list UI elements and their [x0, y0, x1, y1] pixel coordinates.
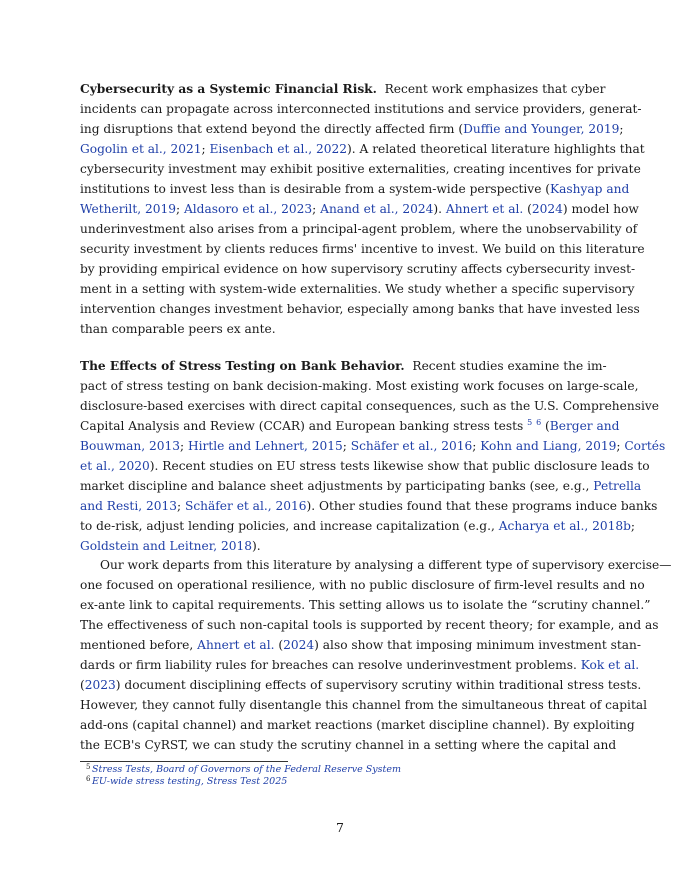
text-run: ment in a setting with system-wide externalities. We study whether a specific supervisory [80, 282, 635, 296]
text-run: Recent studies examine the im- [412, 359, 607, 373]
text-run: ex-ante link to capital requirements. This setting allows us to isolate the “scrutiny channel.” [80, 598, 651, 612]
citation-link[interactable]: et al., 2020 [80, 459, 150, 473]
text-run: by providing empirical evidence on how supervisory scrutiny affects cybersecurity invest- [80, 262, 636, 276]
text-run: The effectiveness of such non-capital tools is supported by recent theory; for example, and as [80, 618, 659, 632]
text-run: than comparable peers ex ante. [80, 322, 276, 336]
text-run: ; [616, 439, 625, 453]
text-line [80, 715, 635, 735]
text-run: ). Other studies found that these programs induce banks [306, 499, 658, 513]
text-run: pact of stress testing on bank decision-making. Most existing work focuses on large-scale, [80, 379, 639, 393]
citation-link[interactable]: Petrella [593, 479, 642, 493]
citation-link[interactable]: and Resti, 2013 [80, 499, 177, 513]
text-run: ( [80, 678, 85, 692]
text-line [80, 199, 639, 219]
citation-link[interactable]: Eisenbach et al., 2022 [209, 142, 348, 156]
section-heading: Cybersecurity as a Systemic Financial Risk. [80, 82, 377, 96]
section-heading: The Effects of Stress Testing on Bank Behavior. [80, 359, 405, 373]
text-line [80, 735, 617, 755]
text-run: ) model how [562, 202, 639, 216]
text-line [80, 139, 645, 159]
footnote-marker[interactable]: 5 [527, 418, 533, 427]
text-run: ) also show that imposing minimum investment stan- [314, 638, 642, 652]
text-line [80, 456, 650, 476]
text-line [100, 555, 672, 575]
citation-link[interactable]: Kok et al. [580, 658, 640, 672]
citation-link[interactable]: 2024 [283, 638, 315, 652]
text-line [80, 476, 642, 496]
citation-link[interactable]: Kashyap and [550, 182, 630, 196]
citation-link[interactable]: Schäfer et al., 2016 [184, 499, 307, 513]
footnote-number: 5 [86, 763, 91, 771]
text-run: ; [342, 439, 351, 453]
text-run: ). Recent studies on EU stress tests likewise show that public disclosure leads to [149, 459, 650, 473]
text-line [80, 655, 640, 675]
text-run: market discipline and balance sheet adjustments by participating banks (see, e.g., [80, 479, 594, 493]
text-line [80, 279, 635, 299]
text-line [80, 299, 640, 319]
citation-link[interactable]: Cortés [624, 439, 666, 453]
text-run: institutions to invest less than is desirable from a system-wide perspective ( [80, 182, 551, 196]
text-line [80, 319, 600, 339]
text-run: ; [312, 202, 321, 216]
text-run: Capital Analysis and Review (CCAR) and European banking stress tests [80, 419, 528, 433]
text-run: ; [472, 439, 481, 453]
text-line [80, 119, 624, 139]
citation-link[interactable]: 2023 [84, 678, 116, 692]
text-run: Our work departs from this literature by analysing a different type of supervisory exercise— [100, 558, 672, 572]
text-run: one focused on operational resilience, with no public disclosure of firm-level results and no [80, 578, 645, 592]
text-run: Recent work emphasizes that cyber [384, 82, 606, 96]
text-run: ). [433, 202, 446, 216]
text-run: intervention changes investment behavior, especially among banks that have invested less [80, 302, 640, 316]
text-line [80, 239, 645, 259]
text-run: ; [619, 122, 624, 136]
text-run: mentioned before, [80, 638, 198, 652]
text-line [80, 159, 641, 179]
text-line [80, 635, 642, 655]
text-run: security investment by clients reduces firms' incentive to invest. We build on this literature [80, 242, 645, 256]
footnote-link[interactable]: Stress Tests, Board of Governors of the Federal Reserve System [92, 764, 401, 775]
text-run: However, they cannot fully disentangle this channel from the simultaneous threat of capital [80, 698, 648, 712]
text-run: the ECB's CyRST, we can study the scrutiny channel in a setting where the capital and [80, 738, 617, 752]
page-number: 7 [336, 820, 344, 835]
text-line [80, 575, 645, 595]
footnote-5[interactable] [86, 763, 401, 776]
text-line [80, 79, 606, 99]
text-run: underinvestment also arises from a principal-agent problem, where the unobservability of [80, 222, 638, 236]
text-run: ). A related theoretical literature highlights that [347, 142, 645, 156]
text-line [80, 99, 642, 119]
text-run: ( [523, 202, 532, 216]
citation-link[interactable]: Wetherilt, 2019 [80, 202, 176, 216]
citation-link[interactable]: Hirtle and Lehnert, 2015 [188, 439, 343, 453]
text-line [80, 259, 636, 279]
text-run: disclosure-based exercises with direct capital consequences, such as the U.S. Comprehensive [80, 399, 659, 413]
text-run: ; [177, 499, 185, 513]
citation-link[interactable]: Duffie and Younger, 2019 [463, 122, 620, 136]
text-run: to de-risk, adjust lending policies, and increase capitalization (e.g., [80, 519, 499, 533]
text-line [80, 416, 620, 436]
text-run: ; [180, 439, 188, 453]
text-line [80, 396, 659, 416]
citation-link[interactable]: Bouwman, 2013 [80, 439, 181, 453]
text-line [80, 356, 607, 376]
text-line [80, 695, 648, 715]
footnote-link[interactable]: EU-wide stress testing, Stress Test 2025 [92, 776, 288, 787]
text-line [80, 615, 659, 635]
citation-link[interactable]: Berger and [549, 419, 620, 433]
text-run: ( [541, 419, 550, 433]
citation-link[interactable]: Acharya et al., 2018b [498, 519, 631, 533]
citation-link[interactable]: Schäfer et al., 2016 [350, 439, 473, 453]
footnote-marker[interactable]: 6 [536, 418, 542, 427]
text-line [80, 179, 630, 199]
text-line [80, 595, 651, 615]
citation-link[interactable]: 2024 [531, 202, 563, 216]
footnote-rule [80, 761, 288, 762]
citation-link[interactable]: Ahnert et al. [445, 202, 524, 216]
text-line [80, 376, 639, 396]
citation-link[interactable]: Gogolin et al., 2021 [80, 142, 202, 156]
citation-link[interactable]: Anand et al., 2024 [320, 202, 434, 216]
text-run: add-ons (capital channel) and market reactions (market discipline channel). By exploiting [80, 718, 635, 732]
text-run: ; [201, 142, 210, 156]
footnote-6[interactable] [86, 775, 288, 788]
text-run: ; [176, 202, 184, 216]
text-line [80, 219, 638, 239]
text-line [80, 675, 642, 695]
text-run: incidents can propagate across interconnected institutions and service providers, generat- [80, 102, 642, 116]
text-line [80, 536, 600, 556]
citation-link[interactable]: Kohn and Liang, 2019 [480, 439, 617, 453]
citation-link[interactable]: Goldstein and Leitner, 2018 [80, 539, 252, 553]
text-run: ). [251, 539, 261, 553]
text-run: cybersecurity investment may exhibit positive externalities, creating incentives for private [80, 162, 641, 176]
text-run: dards or firm liability rules for breaches can resolve underinvestment problems. [80, 658, 581, 672]
text-line [80, 436, 666, 456]
text-line [80, 496, 658, 516]
footnote-number: 6 [86, 775, 91, 783]
text-line [80, 516, 635, 536]
citation-link[interactable]: Aldasoro et al., 2023 [183, 202, 313, 216]
text-run: ( [274, 638, 284, 652]
text-run: ) document disciplining effects of supervisory scrutiny within traditional stress tests. [115, 678, 642, 692]
text-run: ; [630, 519, 635, 533]
text-run: ing disruptions that extend beyond the directly affected firm ( [80, 122, 464, 136]
citation-link[interactable]: Ahnert et al. [197, 638, 275, 652]
